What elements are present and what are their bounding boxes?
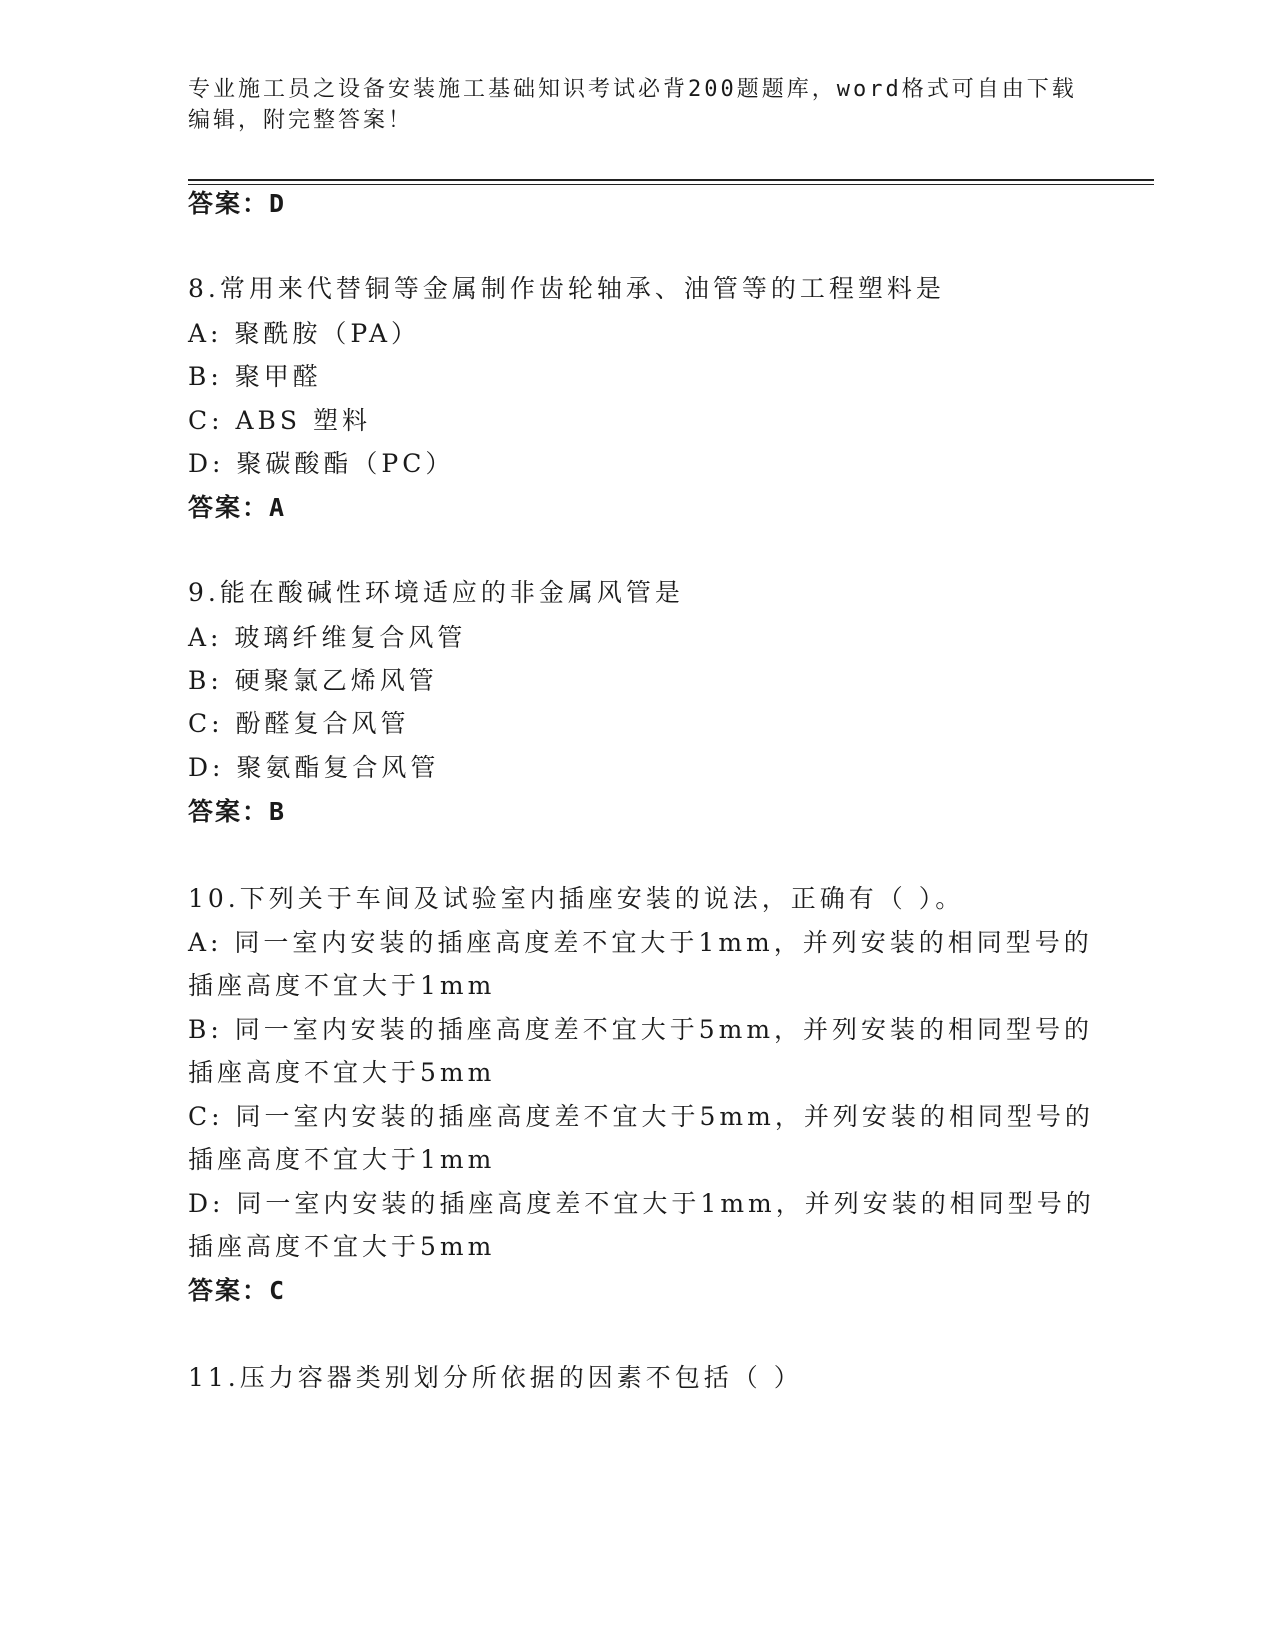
q9-answer: 答案：B [188, 797, 287, 826]
question-10: 10.下列关于车间及试验室内插座安装的说法，正确有（ ）。 [188, 884, 965, 913]
header-line-1: 专业施工员之设备安装施工基础知识考试必背200题题库，word格式可自由下载 [188, 77, 1077, 102]
question-11: 11.压力容器类别划分所依据的因素不包括（ ） [188, 1363, 803, 1392]
q8-answer: 答案：A [188, 493, 287, 522]
q8-option-c: C: ABS 塑料 [188, 406, 371, 435]
q10-option-a-line2: 插座高度不宜大于1mm [188, 971, 496, 1000]
header-line-2: 编辑，附完整答案！ [188, 108, 414, 133]
q10-option-b-line1: B: 同一室内安装的插座高度差不宜大于5mm，并列安装的相同型号的 [188, 1015, 1094, 1044]
q10-option-d-line2: 插座高度不宜大于5mm [188, 1232, 496, 1261]
q10-option-c-line2: 插座高度不宜大于1mm [188, 1145, 496, 1174]
q10-option-b-line2: 插座高度不宜大于5mm [188, 1058, 496, 1087]
q10-option-d-line1: D: 同一室内安装的插座高度差不宜大于1mm，并列安装的相同型号的 [188, 1189, 1095, 1218]
document-header [188, 74, 1088, 136]
q8-option-d: D: 聚碳酸酯（PC） [188, 449, 455, 478]
q9-option-b: B: 硬聚氯乙烯风管 [188, 666, 438, 695]
q9-option-d: D: 聚氨酯复合风管 [188, 753, 440, 782]
q9-option-c: C: 酚醛复合风管 [188, 709, 410, 738]
question-9: 9.能在酸碱性环境适应的非金属风管是 [188, 578, 684, 607]
q10-answer: 答案：C [188, 1276, 287, 1305]
q9-option-a: A: 玻璃纤维复合风管 [188, 623, 467, 652]
header-divider [188, 179, 1154, 181]
q8-option-a: A: 聚酰胺（PA） [188, 319, 421, 348]
header-divider-thin [188, 184, 1154, 185]
q10-option-c-line1: C: 同一室内安装的插座高度差不宜大于5mm，并列安装的相同型号的 [188, 1102, 1094, 1131]
q8-option-b: B: 聚甲醛 [188, 362, 322, 391]
answer-7: 答案：D [188, 189, 287, 218]
q10-option-a-line1: A: 同一室内安装的插座高度差不宜大于1mm，并列安装的相同型号的 [188, 928, 1093, 957]
question-8: 8.常用来代替铜等金属制作齿轮轴承、油管等的工程塑料是 [188, 274, 945, 303]
